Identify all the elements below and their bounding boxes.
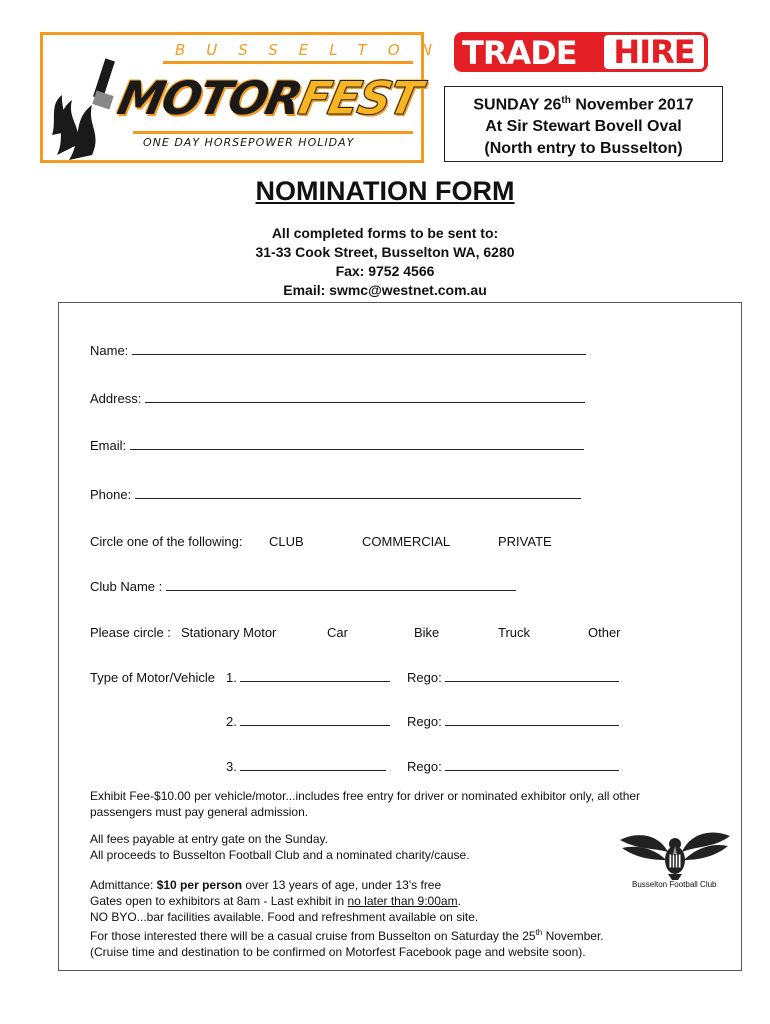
vehicle-car[interactable]: Car <box>327 625 348 640</box>
proceeds-note: All proceeds to Busselton Football Club and a nominated charity/cause. <box>90 848 470 862</box>
option-club[interactable]: CLUB <box>269 534 304 549</box>
vehicle-truck[interactable]: Truck <box>498 625 531 640</box>
send-to-block <box>0 224 770 300</box>
admittance-prefix: Admittance: <box>90 878 157 892</box>
rego-row-1 <box>407 670 619 685</box>
rego-field-1[interactable] <box>445 670 619 682</box>
cruise-sup: th <box>535 928 543 937</box>
send-to-heading: All completed forms to be sent to: <box>271 225 499 241</box>
club-name-field[interactable] <box>166 579 516 591</box>
rego-label: Rego: <box>407 670 442 685</box>
event-date-day: SUNDAY 26 <box>473 96 562 114</box>
rego-field-2[interactable] <box>445 714 619 726</box>
gates-suffix: . <box>457 894 461 908</box>
cruise-suffix: November. <box>542 929 604 943</box>
vehicle-row-number: 3. <box>226 759 237 774</box>
please-circle-label: Please circle : <box>90 625 171 640</box>
vehicle-other[interactable]: Other <box>588 625 621 640</box>
vehicle-type-label: Type of Motor/Vehicle <box>90 670 216 685</box>
send-to-address: 31-33 Cook Street, Busselton WA, 6280 <box>255 244 515 260</box>
logo-tagline: ONE DAY HORSEPOWER HOLIDAY <box>143 136 355 149</box>
option-private[interactable]: PRIVATE <box>498 534 552 549</box>
vehicle-field-2[interactable] <box>240 714 390 726</box>
send-to-fax: Fax: 9752 4566 <box>335 263 435 279</box>
address-field-row <box>90 391 585 406</box>
gates-line <box>90 893 650 909</box>
email-field-row <box>90 438 584 453</box>
vehicle-row-number: 1. <box>226 670 237 685</box>
name-field[interactable] <box>132 343 586 355</box>
vehicle-row-2 <box>226 714 390 729</box>
rego-row-2 <box>407 714 619 729</box>
vehicle-stationary-motor[interactable]: Stationary Motor <box>181 625 277 640</box>
vehicle-row-3 <box>226 759 386 774</box>
phone-field-row <box>90 487 581 502</box>
vehicle-field-3[interactable] <box>240 759 386 771</box>
event-details-box <box>444 86 723 162</box>
rego-row-3 <box>407 759 619 774</box>
byo-line: NO BYO...bar facilities available. Food and refreshment available on site. <box>90 910 479 924</box>
rego-field-3[interactable] <box>445 759 619 771</box>
rego-label: Rego: <box>407 759 442 774</box>
admittance-notes <box>90 877 650 960</box>
phone-field[interactable] <box>135 487 581 499</box>
cruise-prefix: For those interested there will be a casual cruise from Busselton on Saturday the 25 <box>90 929 536 943</box>
admittance-rest: over 13 years of age, under 13's free <box>242 878 442 892</box>
hire-text: HIRE <box>604 35 704 69</box>
name-label: Name: <box>90 343 129 358</box>
vehicle-row-number: 2. <box>226 714 237 729</box>
email-field[interactable] <box>130 438 584 450</box>
motorfest-logo <box>40 32 453 163</box>
admittance-line <box>90 877 650 893</box>
trade-hire-logo <box>454 32 708 72</box>
event-venue: At Sir Stewart Bovell Oval <box>485 118 682 136</box>
logo-town-name: BUSSELTON <box>175 41 453 59</box>
event-date-rest: November 2017 <box>570 96 694 114</box>
fees-payable-note: All fees payable at entry gate on the Sunday. <box>90 832 328 846</box>
send-to-email: Email: swmc@westnet.com.au <box>283 282 487 298</box>
page-title: NOMINATION FORM <box>255 176 515 206</box>
email-label: Email: <box>90 438 127 453</box>
cruise-note: (Cruise time and destination to be confirmed on Motorfest Facebook page and website soon). <box>90 945 586 959</box>
gates-prefix: Gates open to exhibitors at 8am - Last exhibit in <box>90 894 348 908</box>
vehicle-bike[interactable]: Bike <box>414 625 440 640</box>
event-date-sup: th <box>561 95 571 106</box>
logo-motor-text: MOTOR <box>113 71 306 125</box>
event-date <box>445 90 722 116</box>
club-name-label: Club Name : <box>90 579 163 594</box>
club-logo-caption: Busselton Football Club <box>632 880 717 889</box>
vehicle-field-1[interactable] <box>240 670 390 682</box>
trade-text: TRADE <box>462 34 577 72</box>
event-entry: (North entry to Busselton) <box>484 140 683 158</box>
vehicle-row-1 <box>226 670 390 685</box>
cruise-line <box>90 925 650 944</box>
admittance-price: $10 per person <box>156 878 243 892</box>
logo-fest-text: FEST <box>294 71 425 125</box>
logo-wordmark <box>113 71 425 125</box>
circle-label: Circle one of the following: <box>90 534 243 549</box>
address-field[interactable] <box>145 391 585 403</box>
gates-deadline: no later than 9:00am <box>347 894 458 908</box>
fees-notes <box>90 831 690 863</box>
address-label: Address: <box>90 391 142 406</box>
name-field-row <box>90 343 586 358</box>
club-name-row <box>90 579 516 594</box>
phone-label: Phone: <box>90 487 132 502</box>
option-commercial[interactable]: COMMERCIAL <box>362 534 451 549</box>
rego-label: Rego: <box>407 714 442 729</box>
exhibit-fee-note: Exhibit Fee-$10.00 per vehicle/motor...includes free entry for driver or nominated exhibitor only, all other passengers must pay general admission. <box>90 789 641 819</box>
